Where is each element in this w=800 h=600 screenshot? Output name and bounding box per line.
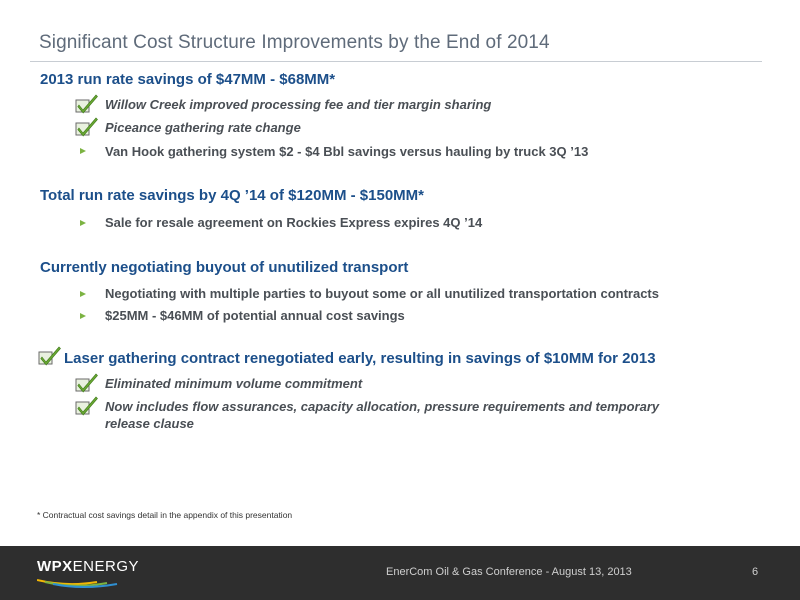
list-item: Eliminated minimum volume commitment bbox=[105, 376, 363, 391]
arrow-bullet-icon bbox=[80, 291, 86, 297]
check-icon bbox=[75, 373, 99, 393]
list-item: Piceance gathering rate change bbox=[105, 120, 301, 135]
list-item: Now includes flow assurances, capacity allocation, pressure requirements and temporary bbox=[105, 399, 660, 414]
list-item-continuation: release clause bbox=[105, 416, 194, 431]
section-heading-laser-gathering: Laser gathering contract renegotiated early, resulting in savings of $10MM for 2013 bbox=[64, 350, 656, 367]
title-divider bbox=[30, 61, 762, 62]
list-item: Willow Creek improved processing fee and tier margin sharing bbox=[105, 97, 492, 112]
section-heading-2013-savings: 2013 run rate savings of $47MM - $68MM* bbox=[40, 71, 336, 88]
section-heading-negotiating-buyout: Currently negotiating buyout of unutilized transport bbox=[40, 259, 409, 276]
slide-title: Significant Cost Structure Improvements by the End of 2014 bbox=[39, 32, 550, 53]
check-icon bbox=[38, 346, 62, 366]
logo-text-energy: ENERGY bbox=[72, 558, 140, 575]
arrow-bullet-icon bbox=[80, 313, 86, 319]
company-logo bbox=[37, 558, 147, 588]
check-icon bbox=[75, 396, 99, 416]
list-item: Van Hook gathering system $2 - $4 Bbl savings versus hauling by truck 3Q ’13 bbox=[105, 144, 589, 159]
arrow-bullet-icon bbox=[80, 220, 86, 226]
footnote: * Contractual cost savings detail in the appendix of this presentation bbox=[37, 510, 293, 520]
footer-bar bbox=[0, 546, 800, 600]
check-icon bbox=[75, 117, 99, 137]
section-heading-total-savings: Total run rate savings by 4Q ’14 of $120MM - $150MM* bbox=[40, 187, 425, 204]
logo-stripes-icon bbox=[37, 578, 137, 588]
arrow-bullet-icon bbox=[80, 148, 86, 154]
logo-text-wpx: WPX bbox=[37, 558, 73, 575]
list-item: $25MM - $46MM of potential annual cost savings bbox=[105, 308, 405, 323]
check-icon bbox=[75, 94, 99, 114]
page-number: 6 bbox=[752, 566, 759, 578]
list-item: Sale for resale agreement on Rockies Express expires 4Q ’14 bbox=[105, 215, 483, 230]
list-item: Negotiating with multiple parties to buyout some or all unutilized transportation contracts bbox=[105, 286, 659, 301]
conference-label: EnerCom Oil & Gas Conference - August 13, 2013 bbox=[386, 566, 632, 578]
